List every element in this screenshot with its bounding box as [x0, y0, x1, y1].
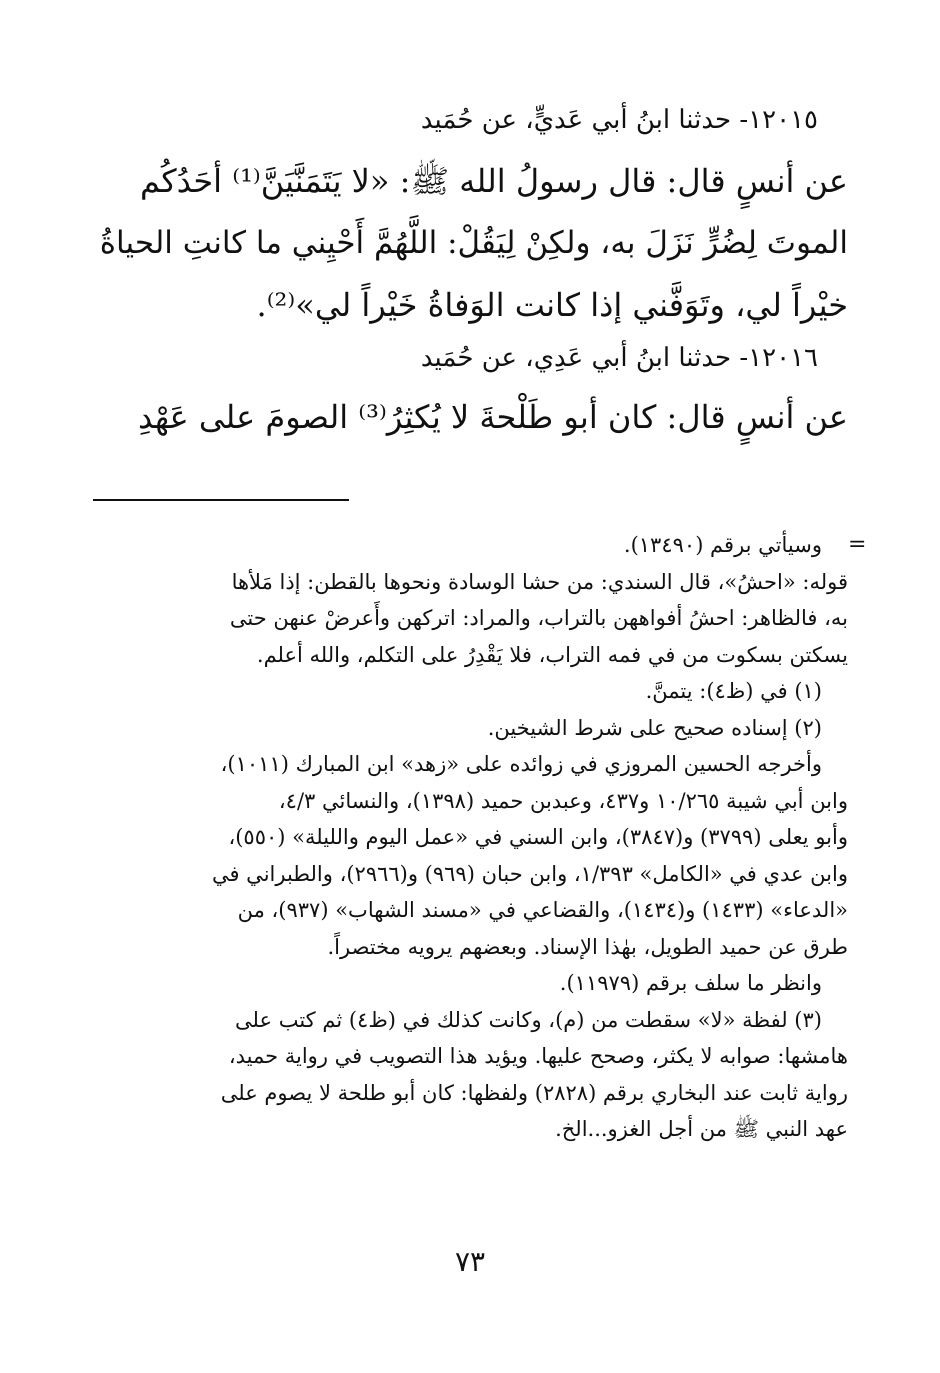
- footnote-line: يسكتن بسكوت من في فمه التراب، فلا يَقْدِرُ على التكلم، والله أعلم.: [256, 642, 848, 667]
- footnote-line: وأبو يعلى (٣٧٩٩) و(٣٨٤٧)، وابن السني في «عمل اليوم والليلة» (٥٥٠)،: [228, 825, 848, 849]
- footnote-line: «الدعاء» (١٤٣٣) و(١٤٣٤)، والقضاعي في «مسند الشهاب» (٩٣٧)، من: [237, 898, 848, 922]
- footnote-1: (١) في (ظ٤): يتمنَّ.: [645, 679, 822, 703]
- footnotes: [90, 527, 848, 1148]
- footnote-line: طرق عن حميد الطويل، بهٰذا الإسناد. وبعضهم يرويه مختصراً.: [327, 934, 848, 959]
- footnote-line: وسيأتي برقم (١٣٤٩٠).: [623, 533, 822, 557]
- hadith-12016-line-1: عن أنسٍ قال: كان أبو طَلْحةَ لا يُكثِرُ⁽³⁾ الصومَ على عَهْدِ: [138, 398, 848, 436]
- hadith-12015-line-1: عن أنسٍ قال: قال رسولُ الله ﷺ: «لا يَتَمَنَّيَنَّ⁽¹⁾ أحَدُكُم: [140, 162, 848, 200]
- hadith-12016-header: ١٢٠١٦- حدثنا ابنُ أبي عَدِي، عن حُمَيد: [420, 343, 818, 373]
- page-number: ٧٣: [454, 1245, 486, 1278]
- hadith-12015-line-3: خيْراً لي، وتَوَفَّني إذا كانت الوَفاةُ خَيْراً لي»⁽²⁾.: [256, 286, 848, 324]
- hadith-12015-line-2: الموتَ لِضُرٍّ نَزَلَ به، ولكِنْ لِيَقُلْ: اللَّهُمَّ أَحْيِني ما كانتِ الحياةُ: [99, 225, 848, 261]
- footnote-line: وابن أبي شيبة ١٠/٢٦٥ و٤٣٧، وعبدبن حميد (١٣٩٨)، والنسائي ٤/٣،: [278, 788, 848, 813]
- footnote-3: (٣) لفظة «لا» سقطت من (م)، وكانت كذلك في (ظ٤) ثم كتب على: [235, 1007, 822, 1032]
- footnote-line: رواية ثابت عند البخاري برقم (٢٨٢٨) ولفظها: كان أبو طلحة لا يصوم على: [220, 1080, 848, 1105]
- footnote-line: عهد النبي ﷺ من أجل الغزو...الخ.: [555, 1117, 848, 1141]
- footnote-line: وابن عدي في «الكامل» ١/٣٩٣، وابن حبان (٩٦٩) و(٢٩٦٦)، والطبراني في: [211, 861, 848, 886]
- footnote-line: قوله: «احشُ»، قال السندي: من حشا الوسادة ونحوها بالقطن: إذا مَلأها: [231, 569, 848, 594]
- footnote-line: وانظر ما سلف برقم (١١٩٧٩).: [559, 971, 822, 995]
- footnote-separator: [93, 499, 349, 501]
- footnote-line: وأخرجه الحسين المروزي في زوائده على «زهد» ابن المبارك (١٠١١)،: [220, 752, 822, 776]
- hadith-12015-header: ١٢٠١٥- حدثنا ابنُ أبي عَديٍّ، عن حُمَيد: [420, 105, 818, 135]
- footnote-continuation-marker: =: [848, 532, 867, 557]
- hadith-12016-text: [90, 386, 848, 448]
- hadith-12015-text: [90, 150, 848, 336]
- footnote-line: به، فالظاهر: احشُ أفواههن بالتراب، والمراد: اتركهن وأَعرضْ عنهن حتى: [229, 606, 848, 630]
- footnote-line: هامشها: صوابه لا يكثر، وصحح عليها. ويؤيد هذا التصويب في رواية حميد،: [228, 1044, 848, 1068]
- footnote-2: (٢) إسناده صحيح على شرط الشيخين.: [487, 715, 822, 740]
